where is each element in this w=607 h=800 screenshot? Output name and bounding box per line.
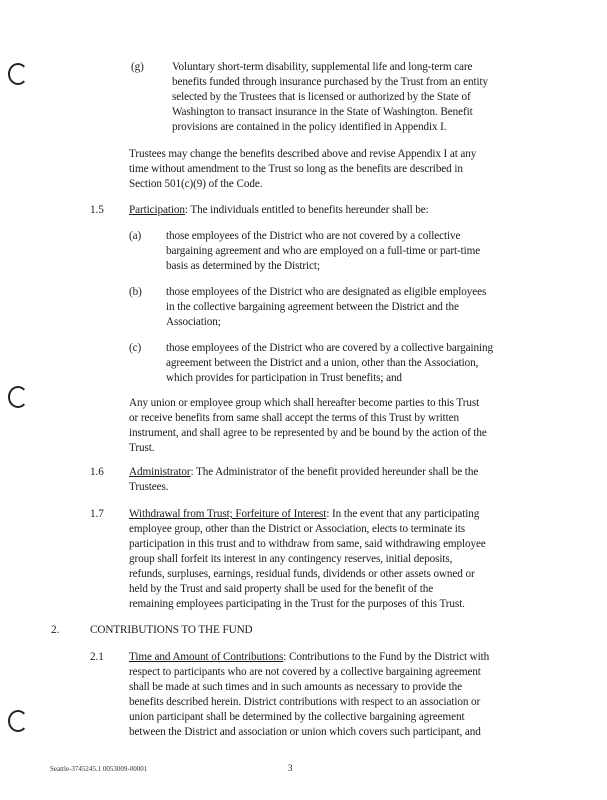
section-heading-title: Administrator — [129, 466, 191, 478]
section-number: 1.7 — [90, 508, 104, 520]
punch-hole-icon — [8, 63, 28, 85]
section-heading — [129, 465, 478, 479]
section-heading-title: Participation — [129, 204, 185, 216]
section-heading-text: : The individuals entitled to benefits hereunder shall be: — [184, 204, 429, 216]
paragraph-line: or receive benefits from same shall accept the terms of this Trust by written — [129, 412, 460, 424]
paragraph-line: Trust. — [129, 442, 155, 454]
paragraph-line: Trustees. — [129, 481, 169, 493]
item-line: which provides for participation in Trust benefits; and — [166, 372, 402, 384]
item-label: (g) — [131, 61, 144, 73]
section-heading: CONTRIBUTIONS TO THE FUND — [90, 624, 253, 636]
paragraph-line: respect to participants who are not covered by a collective bargaining agreement — [129, 666, 481, 678]
item-line: in the collective bargaining agreement between the District and the — [166, 301, 459, 313]
punch-hole-icon — [8, 386, 28, 408]
paragraph-line: between the District and association or union which covers such participant, and — [129, 726, 481, 738]
item-line: those employees of the District who are designated as eligible employees — [166, 286, 487, 298]
item-line: provisions are contained in the policy identified in Appendix I. — [172, 121, 447, 133]
item-line: Association; — [166, 316, 221, 328]
paragraph-line: participation in this trust and to withdraw from same, said withdrawing employee — [129, 538, 486, 550]
section-heading — [129, 203, 429, 217]
item-line: basis as determined by the District; — [166, 260, 320, 272]
paragraph-line: employee group, other than the District or Association, elects to terminate its — [129, 523, 466, 535]
section-heading-title: Withdrawal from Trust; Forfeiture of Interest — [129, 508, 327, 520]
footer-doc-id: Seattle-3745245.1 0053009-00001 — [50, 765, 148, 773]
item-label: (a) — [129, 230, 142, 242]
section-heading-text: : In the event that any participating — [326, 508, 480, 520]
section-number: 2.1 — [90, 651, 104, 663]
section-number: 1.5 — [90, 204, 104, 216]
item-line: agreement between the District and a union, other than the Association, — [166, 357, 479, 369]
section-heading-text: : The Administrator of the benefit provided hereunder shall be the — [190, 466, 479, 478]
item-line: those employees of the District who are not covered by a collective — [166, 230, 461, 242]
item-line: those employees of the District who are covered by a collective bargaining — [166, 342, 493, 354]
page-number: 3 — [288, 763, 293, 773]
paragraph-line: Any union or employee group which shall hereafter become parties to this Trust — [129, 397, 480, 409]
section-heading — [129, 650, 489, 664]
paragraph-line: Trustees may change the benefits described above and revise Appendix I at any — [129, 148, 477, 160]
section-heading-text: : Contributions to the Fund by the District with — [283, 651, 490, 663]
paragraph-line: Section 501(c)(9) of the Code. — [129, 178, 263, 190]
section-heading — [129, 507, 479, 521]
item-label: (c) — [129, 342, 142, 354]
item-line: Voluntary short-term disability, supplemental life and long-term care — [172, 61, 473, 73]
section-heading-title: Time and Amount of Contributions — [129, 651, 284, 663]
section-number: 2. — [51, 624, 60, 636]
paragraph-line: benefits described herein. District contributions with respect to an association or — [129, 696, 481, 708]
paragraph-line: group shall forfeit its interest in any contingency reserves, initial deposits, — [129, 553, 453, 565]
paragraph-line: held by the Trust and said property shall be used for the benefit of the — [129, 583, 434, 595]
section-number: 1.6 — [90, 466, 104, 478]
punch-hole-icon — [8, 710, 28, 732]
paragraph-line: time without amendment to the Trust so long as the benefits are described in — [129, 163, 463, 175]
item-line: Washington to transact insurance in the State of Washington. Benefit — [172, 106, 473, 118]
item-line: selected by the Trustees that is licensed or authorized by the State of — [172, 91, 471, 103]
paragraph-line: shall be made at such times and in such amounts as necessary to provide the — [129, 681, 463, 693]
paragraph-line: refunds, surpluses, earnings, residual funds, dividends or other assets owned or — [129, 568, 475, 580]
item-label: (b) — [129, 286, 142, 298]
paragraph-line: union participant shall be determined by the collective bargaining agreement — [129, 711, 465, 723]
item-line: bargaining agreement and who are employed on a full-time or part-time — [166, 245, 481, 257]
paragraph-line: remaining employees participating in the Trust for the purposes of this Trust. — [129, 598, 465, 610]
paragraph-line: instrument, and shall agree to be represented by and be bound by the action of the — [129, 427, 487, 439]
item-line: benefits funded through insurance purchased by the Trust from an entity — [172, 76, 489, 88]
